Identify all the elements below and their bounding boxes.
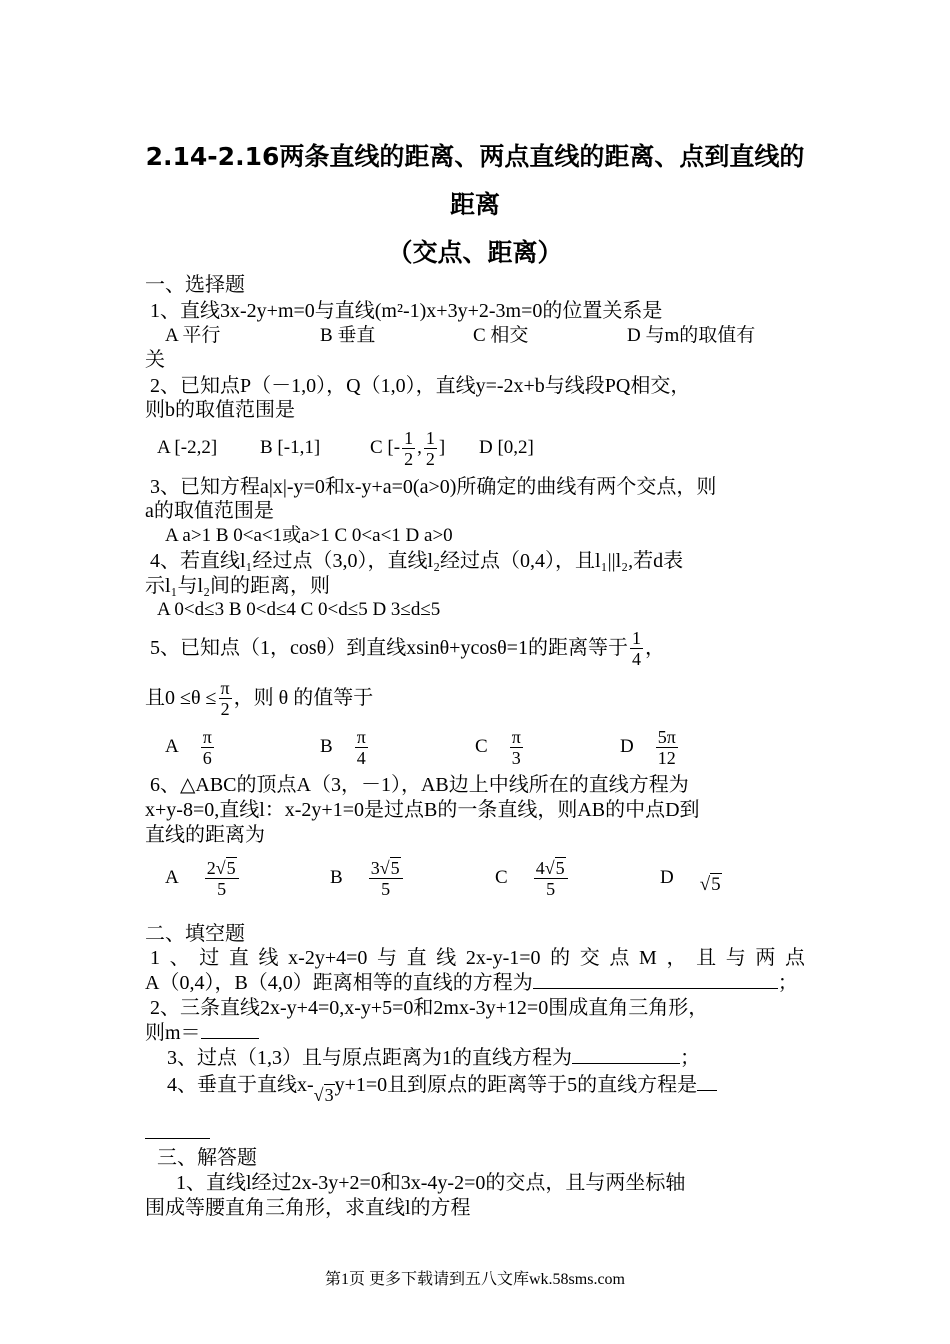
q5-option-c-label: C (475, 736, 488, 757)
q6-stem: 6、△ABC的顶点A（3，－1），AB边上中线所在的直线方程为 (150, 774, 689, 796)
q1-option-d: D 与m的取值有 (627, 325, 756, 346)
q6-option-b (330, 853, 405, 903)
q5-frac-num: 1 (631, 627, 641, 648)
q6-option-c-fraction (534, 858, 568, 899)
fill-q4-rad: 3 (324, 1085, 334, 1105)
page-subtitle: （交点、距离） (387, 238, 563, 267)
fill-q4-sqrt: √3 (313, 1085, 334, 1105)
q5-c-num: π (511, 726, 521, 747)
section1-heading: 一、选择题 (145, 274, 245, 296)
q5-stem-end: ， (644, 637, 665, 659)
fill-q3-end: ； (680, 1047, 700, 1069)
q6-d-rad: 5 (711, 874, 721, 895)
q5-option-b (320, 724, 370, 770)
q2-option-b: B [-1,1] (260, 437, 321, 458)
q6-a-coef: 2 (206, 857, 216, 878)
q5-option-c (475, 724, 525, 770)
fill-q3-text: 3、过点（1,3）且与原点距离为1的直线方程为 (167, 1047, 572, 1069)
q2-option-a: A [-2,2] (157, 437, 218, 458)
q2-option-c (370, 428, 445, 468)
section3-heading: 三、解答题 (157, 1147, 257, 1169)
q2-half-num-1: 1 (404, 427, 414, 448)
q2-half-den-1: 2 (404, 448, 414, 469)
q6-c-sqrt: √5 (544, 857, 565, 878)
q5-a-num: π (202, 726, 212, 747)
q5-quarter-fraction (630, 628, 643, 669)
q6-a-rad: 5 (226, 857, 236, 878)
fill-q2-text: 则m＝ (145, 1022, 201, 1044)
q5-option-a-label: A (165, 736, 179, 757)
q5-option-d (620, 724, 680, 770)
section2-heading: 二、填空题 (145, 923, 245, 945)
q6-c-coef: 4 (535, 857, 545, 878)
q6-d-sqrt: √5 (699, 874, 721, 895)
q5-cond-den: 2 (220, 698, 230, 719)
q6-c-rad: 5 (555, 857, 565, 878)
q6-option-b-label: B (330, 867, 343, 888)
q6-b-coef: 3 (370, 857, 380, 878)
q1-option-a: A 平行 (165, 325, 221, 346)
fill-q4-blank[interactable] (697, 1090, 717, 1091)
fill-q1-end: ； (777, 972, 798, 994)
fill-q4-line (167, 1073, 717, 1105)
q1-cont: 关 (145, 349, 165, 371)
fill-q4-post: y+1=0且到原点的距离等于5的直线方程是 (334, 1074, 698, 1096)
page-title-line1: 2.14-2.16两条直线的距离、两点直线的距离、点到直线的 (145, 142, 805, 171)
q6-option-a-label: A (165, 867, 179, 888)
q5-c-den: 3 (511, 747, 521, 768)
q4-options: A 0<d≤3 B 0<d≤4 C 0<d≤5 D 3≤d≤5 (157, 599, 441, 620)
q5-b-den: 4 (356, 747, 366, 768)
q5-stem-line (150, 626, 665, 670)
q1-stem: 1、直线3x-2y+m=0与直线(m²-1)x+3y+2-3m=0的位置关系是 (150, 300, 663, 322)
q5-option-d-fraction (656, 727, 678, 768)
q5-cond-post: ，则 θ 的值等于 (233, 687, 374, 709)
fill-q3-line (167, 1046, 700, 1070)
q3-stem2: a的取值范围是 (145, 500, 274, 522)
fill-q3-blank[interactable] (572, 1063, 680, 1064)
q6-option-c (495, 853, 570, 903)
q4-stem2: 示l₁与l₂间的距离，则 (145, 575, 331, 597)
q6-stem3: 直线的距离为 (145, 824, 265, 846)
q6-option-a-fraction (205, 858, 239, 899)
q5-d-den: 12 (657, 747, 676, 768)
q2-option-c-open: C [- (370, 437, 401, 458)
page-title-line2: 距离 (449, 190, 500, 219)
answer-q1-line2: 围成等腰直角三角形，求直线l的方程 (145, 1197, 471, 1219)
q6-option-d-label: D (660, 867, 674, 888)
q6-c-den: 5 (546, 878, 556, 899)
fill-q1-text: A（0,4），B（4,0）距离相等的直线的方程为 (145, 972, 533, 994)
q5-options (165, 724, 725, 770)
q5-option-b-label: B (320, 736, 333, 757)
q6-b-numerator (369, 858, 403, 879)
q1-options (165, 324, 805, 348)
q5-cond-num: π (220, 677, 230, 698)
q6-stem2: x+y-8=0,直线l：x-2y+1=0是过点B的一条直线，则AB的中点D到 (145, 799, 700, 821)
q6-a-den: 5 (217, 878, 227, 899)
q6-b-rad: 5 (390, 857, 400, 878)
q2-option-d: D [0,2] (479, 437, 534, 458)
fill-q2-blank[interactable] (201, 1038, 259, 1039)
q5-a-den: 6 (202, 747, 212, 768)
fill-q1-line1: 1、过直线x-2y+4=0与直线2x-y-1=0的交点M，且与两点 (150, 947, 805, 969)
q2-half-fraction-1 (402, 428, 415, 469)
q6-b-sqrt: √5 (379, 857, 400, 878)
q6-option-b-fraction (369, 858, 403, 899)
q5-option-b-fraction (355, 727, 368, 768)
q6-options (165, 853, 725, 903)
q6-c-numerator (534, 858, 568, 879)
q3-options: A a>1 B 0<a<1或a>1 C 0<a<1 D a>0 (165, 525, 453, 546)
q1-option-b: B 垂直 (320, 325, 376, 346)
q5-condition (145, 676, 373, 720)
q5-b-num: π (356, 726, 366, 747)
q3-stem: 3、已知方程a|x|-y=0和x-y+a=0(a>0)所确定的曲线有两个交点，则 (150, 476, 717, 498)
fill-q2-line2 (145, 1021, 259, 1045)
page-footer: 第1页 更多下载请到五八文库wk.58sms.com (324, 1271, 625, 1288)
fill-q1-blank[interactable] (533, 988, 778, 989)
q5-d-num: 5π (657, 726, 676, 747)
q2-option-c-comma: , (417, 437, 422, 458)
fill-q1-line2 (145, 971, 798, 995)
q5-cond-fraction (219, 678, 232, 719)
q2-half-num-2: 1 (425, 427, 435, 448)
q6-option-a (165, 853, 241, 903)
q1-option-c: C 相交 (473, 325, 529, 346)
q5-option-a (165, 724, 216, 770)
answer-q1-line1: 1、直线l经过2x-3y+2=0和3x-4y-2=0的交点，且与两坐标轴 (176, 1172, 686, 1194)
q2-stem: 2、已知点P（－1,0），Q（1,0），直线y=-2x+b与线段PQ相交， (150, 375, 691, 397)
fill-q2-line1: 2、三条直线2x-y+4=0,x-y+5=0和2mx-3y+12=0围成直角三角形， (150, 997, 709, 1019)
fill-q4-blank-cont[interactable] (145, 1138, 210, 1139)
q6-a-numerator (205, 858, 239, 879)
q4-stem: 4、若直线l₁经过点（3,0），直线l₂经过点（0,4），且l₁||l₂,若d表 (150, 550, 684, 572)
fill-q4-pre: 4、垂直于直线x- (167, 1074, 314, 1096)
q2-half-den-2: 2 (425, 448, 435, 469)
q5-option-a-fraction (201, 727, 214, 768)
q5-option-d-label: D (620, 736, 634, 757)
q6-b-den: 5 (381, 878, 391, 899)
q2-stem2: 则b的取值范围是 (145, 399, 295, 421)
q6-option-d (660, 853, 722, 903)
q2-half-fraction-2 (424, 428, 437, 469)
q6-a-sqrt: √5 (215, 857, 236, 878)
q5-cond-pre: 且0 ≤θ ≤ (145, 687, 217, 709)
q2-options (157, 428, 657, 472)
q5-stem: 5、已知点（1，cosθ）到直线xsinθ+ycosθ=1的距离等于 (150, 637, 628, 659)
q2-option-c-close: ] (438, 437, 446, 458)
q6-option-c-label: C (495, 867, 508, 888)
q5-option-c-fraction (510, 727, 523, 768)
q5-frac-den: 4 (631, 648, 641, 669)
